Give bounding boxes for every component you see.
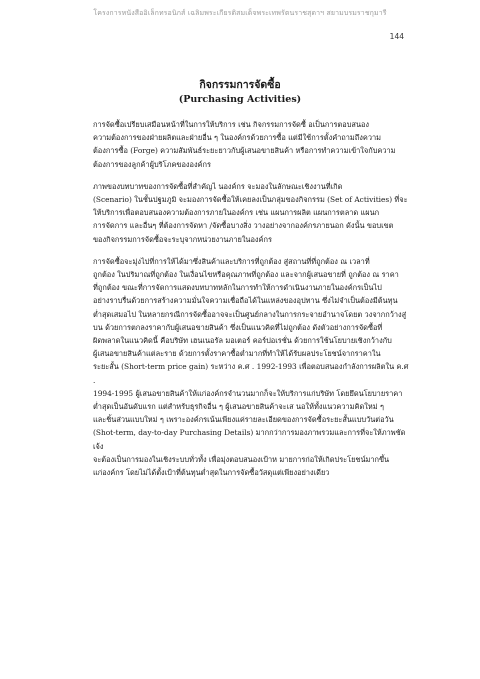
paragraph: การจัดซื้อเปรียบเสมือนหน้าที่ในการให้บริการ เช่น กิจกรรมการจัดซื้ อเป็นการตอบสนอง ความต้องการของฝ่ายผลิตและฝ่ายอื่น ๆ ในองค์กรด้วยการซื้อ แต่มีใช้การตั้งคำถามถึงความ ต้องการซื้อ (Forge) ความสัมพันธ์ระยะยาวกับผู้เสนอขายสินค้า หรือการทำความเข้าใจกับความ ต้องการของลูกค้าผู้บริโภคขององค์กร <box>93 120 396 169</box>
page-number: 144 <box>389 32 404 41</box>
paragraph: ภาพของบทบาทของการจัดซื้อที่สำคัญไ นองค์กร จะมองในลักษณะเชิงงานที่เกิด (Scenario) ในชั้นปฐมภูมิ จะมองการจัดซื้อให้เคยลงเป็นกลุ่มของกิจกรรม (Set of Activities) ที่จะ ให้บริการเพื่อตอบสนองความต้องการภายในองค์กร เช่น แผนการผลิต แผนการตลาด แผนก การจัดการ และอื่นๆ ที่ต้องการจัดหา /จัดซื้อบางสิ่ง วางอย่างจากองค์กรภายนอก ดังนั้น ขอบเขต ของกิจกรรมการจัดซื้อจะระบุจากหน่วยงานภายในองค์กร <box>93 181 408 244</box>
page-subtitle: (Purchasing Activities) <box>178 94 302 105</box>
page-title: กิจกรรมการจัดซื้อ <box>199 79 281 91</box>
body-text <box>93 118 411 488</box>
header-watermark: โครงการหนังสืออิเล็กทรอนิกส์ เฉลิมพระเกียรติสมเด็จพระเทพรัตนราชสุดาฯ สยามบรมราชกุมารี <box>93 9 387 17</box>
paragraph: การจัดซื้อจะมุ่งไปที่การให้ได้มาซึ่งสินค้าและบริการที่ถูกต้อง สู่สถานที่ที่ถูกต้อง ณ เวลาที่ ถูกต้อง ในปริมาณที่ถูกต้อง ในเงื่อนไขหรือคุณภาพที่ถูกต้อง และจากผู้เสนอขายที่ ถูกต้อง ณ ราคา ที่ถูกต้อง ขณะที่การจัดการแสดงบทบาทหลักในการทำให้การดำเนินงานภายในองค์กรเป็นไป อย่างราบรื่นด้วยการสร้างความมั่นใจความเชื่อถือได้ในแหล่งของอุปทาน ซึ่งไม่จำเป็นต้องมีต้นทุน ต่ำสุดเสมอไป ในหลายกรณีการจัดซื้ออาจจะเป็นศูนย์กลางในการกระจายอำนาจโดยต วงจากกว้างสู่ บน ด้วยการตกลงราคากับผู้เสนอขายสินค้า ซึ่งเป็นแนวคิดที่ไม่ถูกต้อง ดังตัวอย่างการจัดซื้อที่ ผิดพลาดในแนวคิดนี้ คือบริษัท เฮนเนอรัล มอเตอร์ คอร์ปอเรชั่น ด้วยการใช้นโยบายเชิงกว้างกับ ผู้เสนอขายสินค้าแต่ละราย ด้วยการตั้งราคาซื้อต่ำมากที่ทำให้ได้รับผลประโยชน์จากราคาใน ระยะสั้น (Short-term price gain) ระหว่าง ค.ศ . 1992-1993 เพื่อตอบสนองกำลังการผลิตใน ค.ศ . 1994-1995 ผู้เสนอขายสินค้าให้แก่องค์กรจำนวนมากก็จะให้บริการแก่บริษัท โดยยึดนโยบายราคา ต่ำสุดเป็นอันดับแรก แต่สำหรับธุรกิจอื่น ๆ ผู้เสนอขายสินค้าจะเส นอให้ทั้งแนวความคิดใหม่ ๆ และชิ้นส่วนแบบใหม่ ๆ เพราะองค์กรเน้นเพียงแค่รายละเอียดของการจัดซื้อระยะสั้นแบบวันต่อวัน (Shot-term, day-to-day Purchasing Details) มากกว่าการมองภาพรวมและการที่จะให้ภาพชัดเจ้ง จะต้องเป็นการมองในเชิงระบบทั่วทั้ง เพื่อมุ่งตอบสนองเป้าห มายการก่อให้เกิดประโยชน์มากขึ้น แก่องค์กร โดยไม่ได้ตั้งเป้าที่ต้นทุนต่ำสุดในการจัดซื้อวัสดุแต่เพียงอย่างเดียว <box>93 256 409 478</box>
